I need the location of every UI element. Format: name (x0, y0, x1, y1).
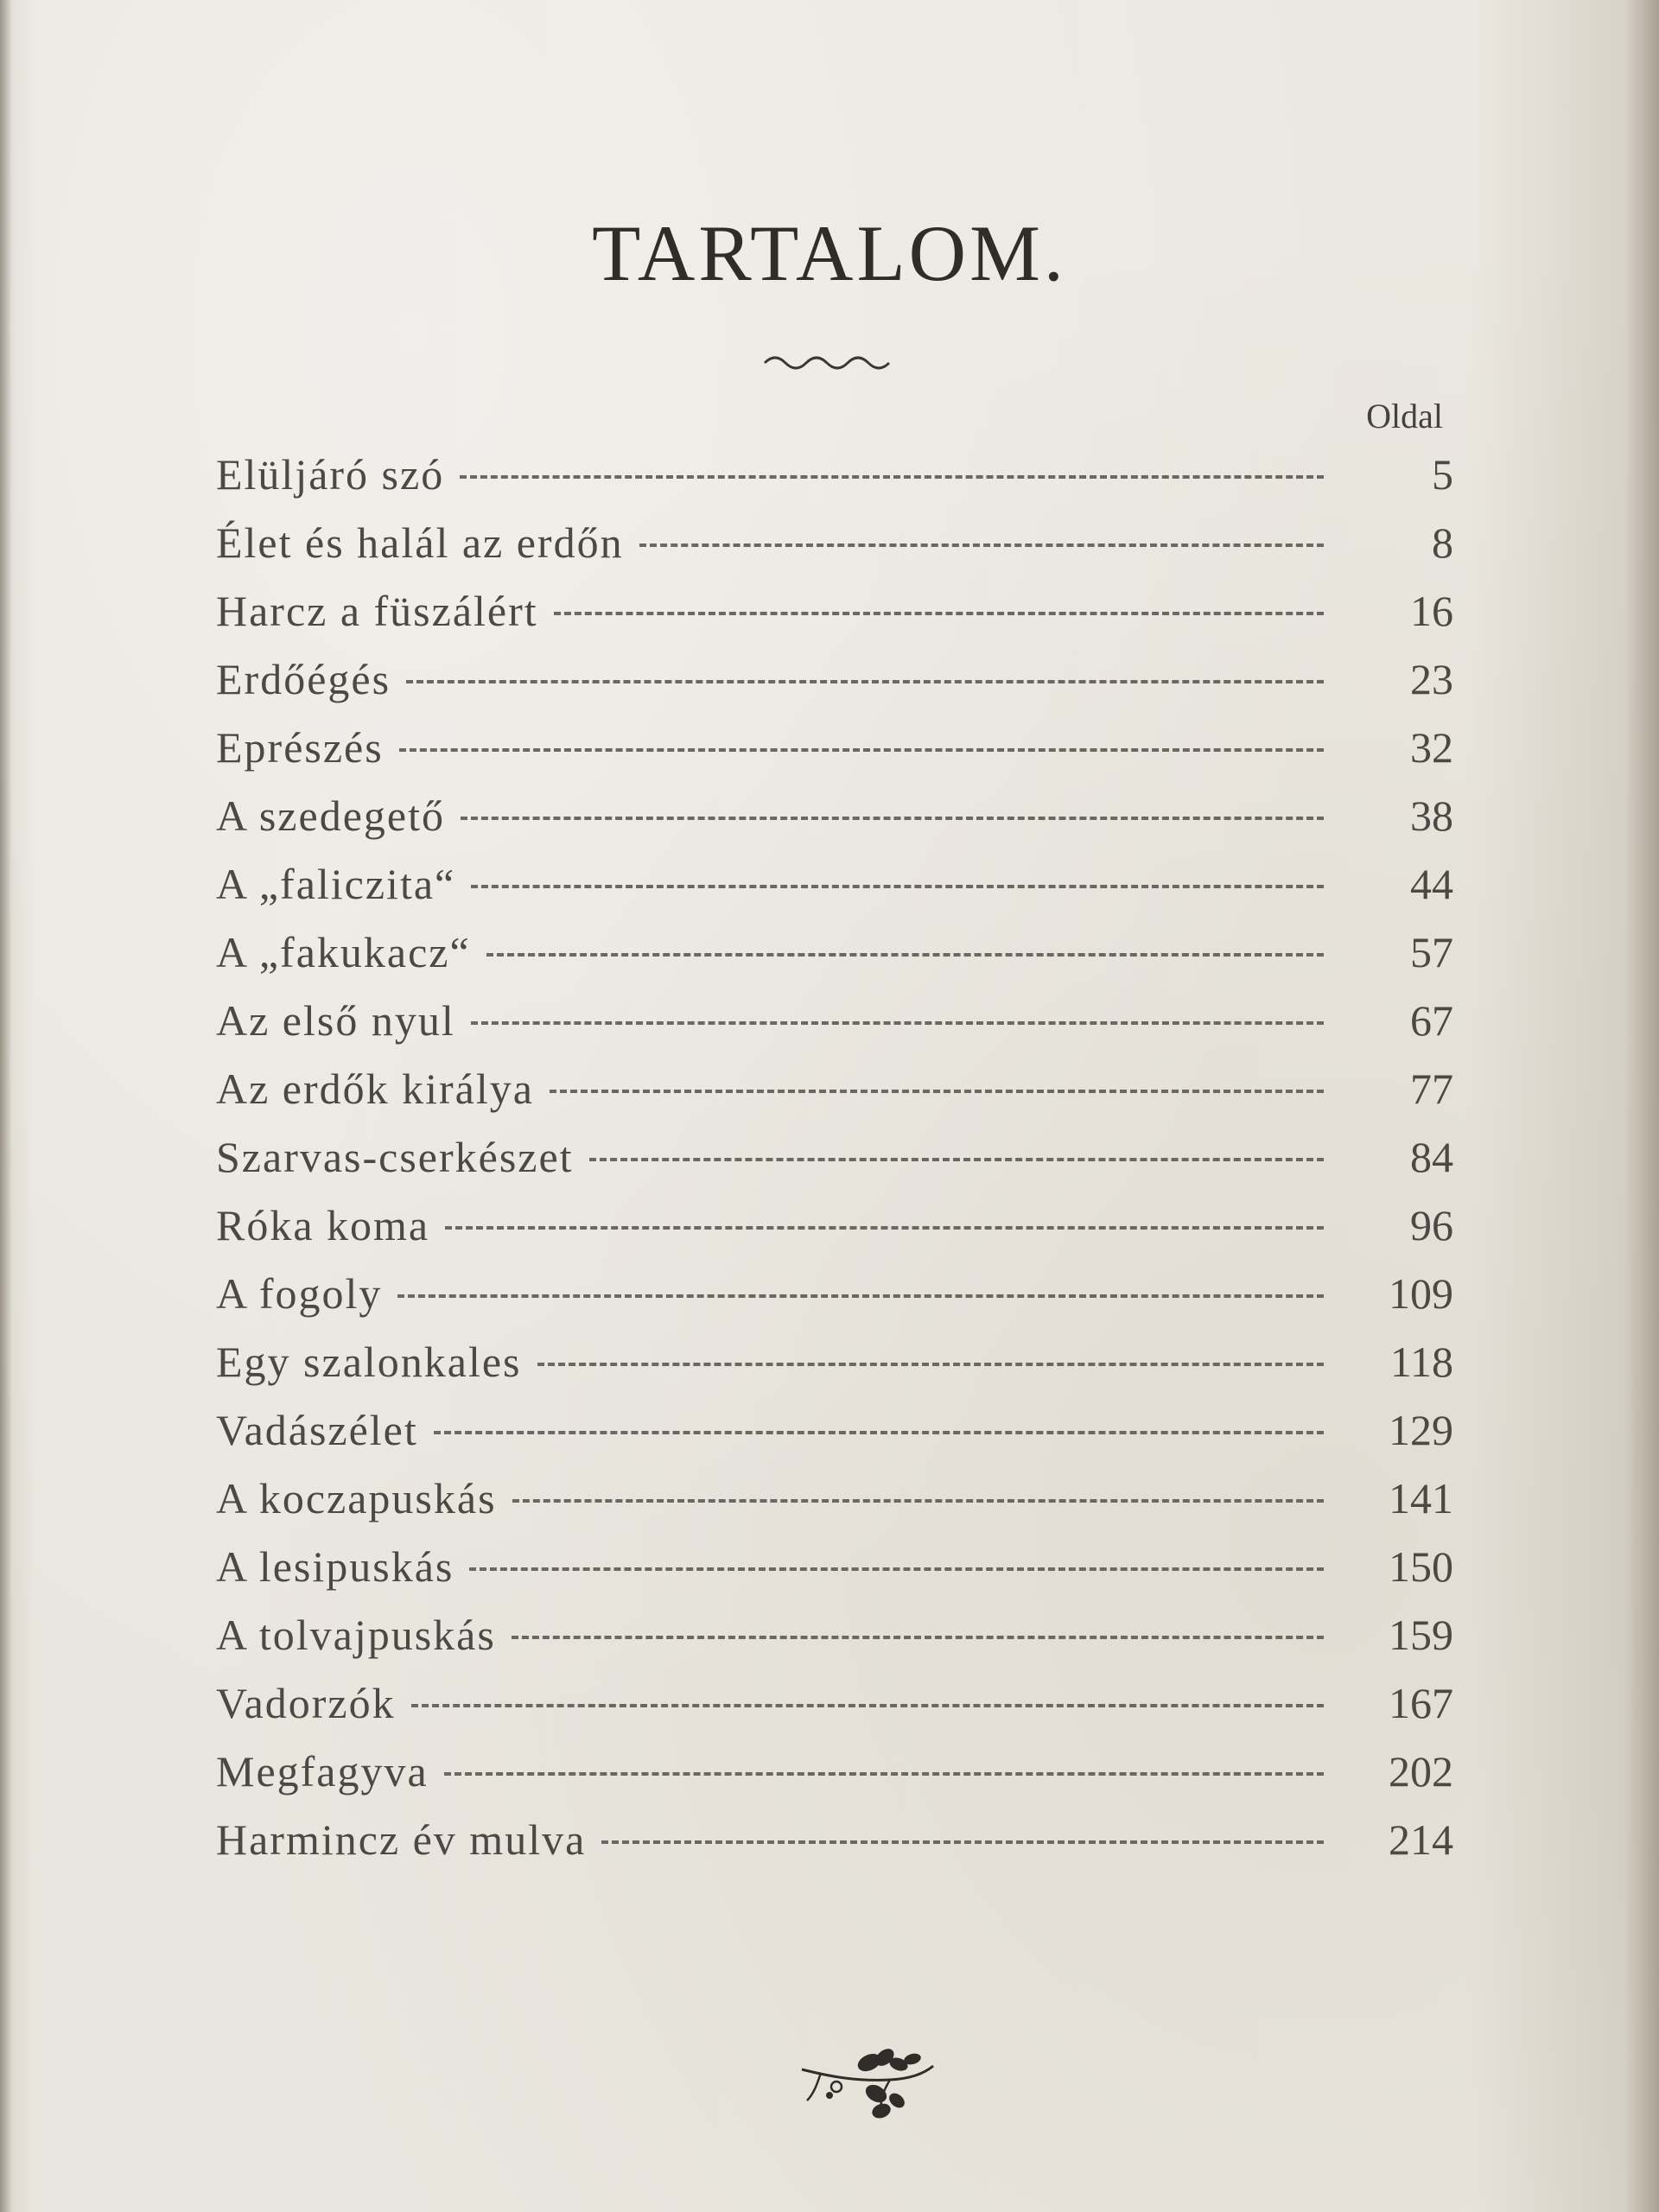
dot-leader (550, 1090, 1324, 1093)
toc-row (216, 1200, 1460, 1268)
toc-entry-title: A „faliczita“ (216, 860, 456, 908)
dot-leader (406, 680, 1324, 683)
toc-row (216, 859, 1460, 927)
toc-entry-title: Szarvas-cserkészet (216, 1133, 574, 1181)
toc-entry-page: 96 (1410, 1201, 1453, 1249)
toc-entry-page: 84 (1410, 1133, 1453, 1181)
toc-row (216, 518, 1460, 586)
toc-entry-page: 118 (1389, 1338, 1453, 1386)
dot-leader (397, 1294, 1324, 1298)
toc-row (216, 1746, 1460, 1815)
toc-row (216, 1473, 1460, 1541)
toc-entry-page: 129 (1389, 1406, 1453, 1454)
dot-leader (589, 1158, 1324, 1161)
toc-entry-title: Eprészés (216, 723, 384, 772)
toc-entry-page: 214 (1389, 1815, 1453, 1864)
toc-entry-page: 141 (1389, 1474, 1453, 1522)
toc-entry-page: 38 (1410, 791, 1453, 840)
dot-leader (469, 1567, 1324, 1571)
toc-row (216, 927, 1460, 995)
toc-entry-page: 150 (1389, 1542, 1453, 1591)
toc-entry-title: Az első nyul (216, 996, 455, 1045)
toc-entry-title: Az erdők királya (216, 1065, 534, 1113)
toc-row (216, 586, 1460, 654)
wavy-line-ornament (760, 350, 899, 376)
toc-row (216, 995, 1460, 1064)
toc-entry-title: A „fakukacz“ (216, 928, 471, 976)
dot-leader (471, 1021, 1324, 1025)
toc-entry-page: 202 (1389, 1747, 1453, 1796)
toc-row (216, 1132, 1460, 1200)
toc-row (216, 449, 1460, 518)
dot-leader (460, 475, 1324, 479)
toc-row (216, 1678, 1460, 1746)
dot-leader (537, 1363, 1324, 1366)
toc-row (216, 1268, 1460, 1337)
toc-entry-title: A fogoly (216, 1269, 383, 1318)
dot-leader (486, 953, 1324, 957)
toc-entry-page: 16 (1410, 587, 1453, 635)
toc-entry-title: Elüljáró szó (216, 450, 445, 499)
dot-leader (512, 1499, 1324, 1503)
toc-entry-page: 23 (1410, 655, 1453, 703)
toc-row (216, 1815, 1460, 1883)
toc-entry-page: 109 (1389, 1269, 1453, 1318)
toc-entry-title: A szedegető (216, 791, 445, 840)
toc-entry-page: 77 (1410, 1065, 1453, 1113)
toc-entry-title: Vadorzók (216, 1679, 396, 1727)
dot-leader (411, 1704, 1324, 1707)
dot-leader (434, 1431, 1324, 1434)
toc-row (216, 1337, 1460, 1405)
toc-entry-title: Élet és halál az erdőn (216, 518, 624, 567)
toc-entry-page: 5 (1432, 450, 1453, 499)
toc-entry-page: 159 (1389, 1611, 1453, 1659)
toc-entry-page: 167 (1389, 1679, 1453, 1727)
toc-row (216, 1064, 1460, 1132)
toc-entry-title: Harmincz év mulva (216, 1815, 587, 1864)
toc-entry-page: 67 (1410, 996, 1453, 1045)
dot-leader (461, 817, 1324, 820)
dot-leader (445, 1226, 1324, 1230)
page-column-header: Oldal (1366, 397, 1443, 435)
toc-entry-page: 57 (1410, 928, 1453, 976)
toc-row (216, 1610, 1460, 1678)
toc-entry-title: Erdőégés (216, 655, 391, 703)
toc-entry-title: Vadászélet (216, 1406, 418, 1454)
toc-entry-title: Megfagyva (216, 1747, 429, 1796)
toc-entry-page: 8 (1432, 518, 1453, 567)
toc-entry-title: Harcz a füszálért (216, 587, 538, 635)
dot-leader (639, 543, 1324, 547)
dot-leader (471, 885, 1324, 888)
dot-leader (601, 1840, 1324, 1844)
toc-entry-page: 32 (1410, 723, 1453, 772)
toc-row (216, 1541, 1460, 1610)
spine-shadow (0, 0, 12, 2212)
toc-entry-title: Róka koma (216, 1201, 430, 1249)
toc-row (216, 722, 1460, 791)
toc-entry-page: 44 (1410, 860, 1453, 908)
toc-row (216, 791, 1460, 859)
dot-leader (554, 612, 1324, 615)
page-title: TARTALOM. (592, 209, 1067, 297)
toc-entry-title: A tolvajpuskás (216, 1611, 496, 1659)
toc-row (216, 654, 1460, 722)
toc-row (216, 1405, 1460, 1473)
toc-entry-title: Egy szalonkales (216, 1338, 522, 1386)
toc-entry-title: A koczapuskás (216, 1474, 497, 1522)
dot-leader (399, 748, 1324, 752)
dot-leader (512, 1636, 1324, 1639)
leaf-branch-ornament (795, 2044, 938, 2126)
toc-entry-title: A lesipuskás (216, 1542, 454, 1591)
table-of-contents (216, 449, 1460, 1883)
dot-leader (444, 1772, 1324, 1776)
